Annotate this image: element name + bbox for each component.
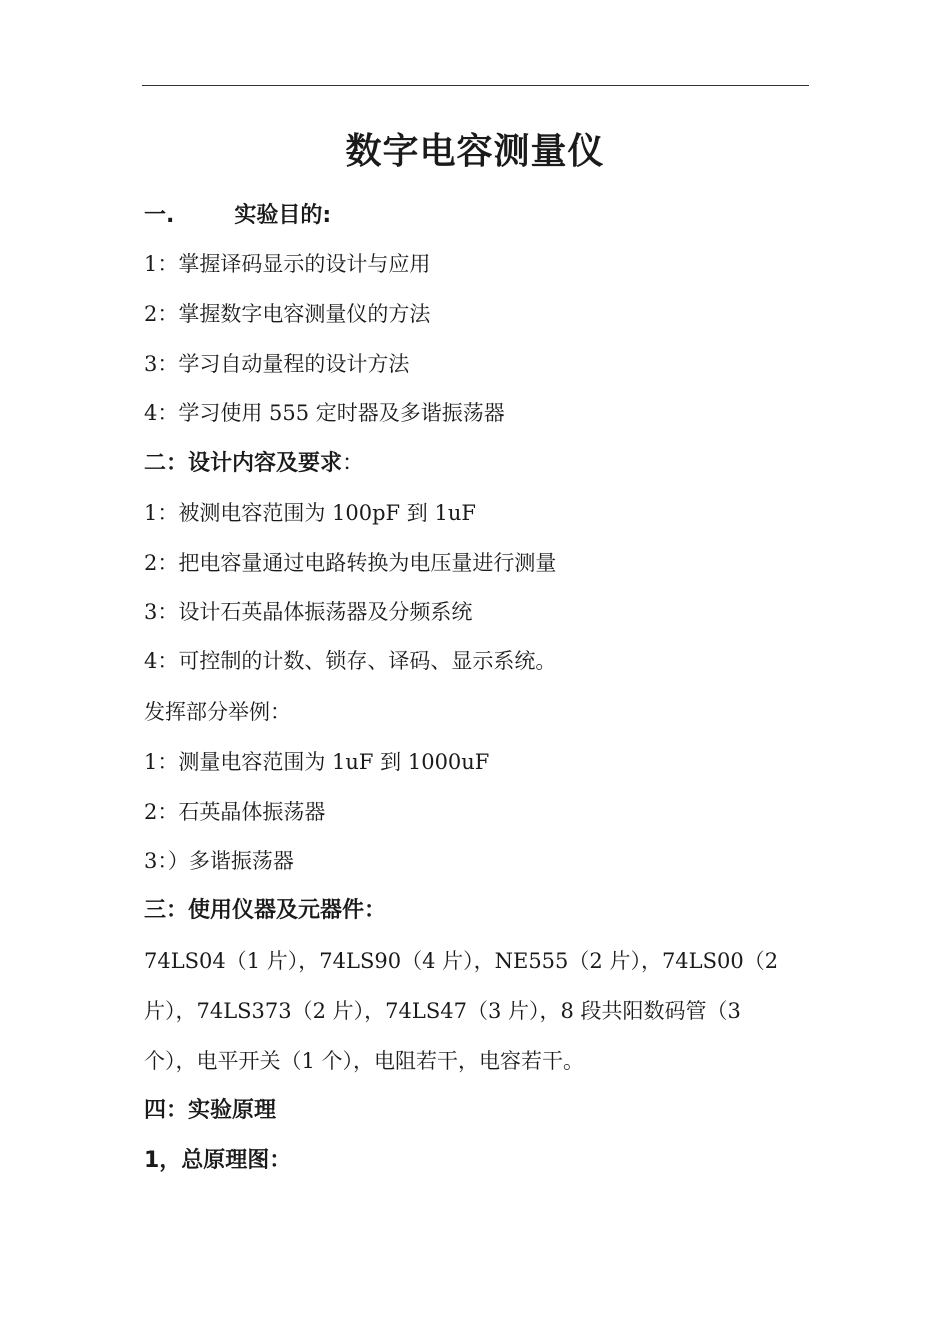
extra-item: 2：石英晶体振荡器 <box>144 800 326 824</box>
extra-section-heading: 发挥部分举例： <box>144 700 291 724</box>
header-rule <box>142 85 809 86</box>
component-list-line: 个），电平开关（1 个），电阻若干，电容若干。 <box>144 1049 585 1073</box>
section-2-heading <box>144 449 364 479</box>
section-1-item: 1：掌握译码显示的设计与应用 <box>144 252 431 276</box>
section-1-item: 2：掌握数字电容测量仪的方法 <box>144 302 431 326</box>
section-2-item: 1：被测电容范围为 100pF 到 1uF <box>144 501 476 525</box>
section-1-title: 实验目的: <box>234 203 332 228</box>
page-title: 数字电容测量仪 <box>345 131 605 172</box>
section-1-item: 3：学习自动量程的设计方法 <box>144 352 410 376</box>
section-1-number: 一. <box>144 203 175 228</box>
section-2-title-colon: ： <box>342 451 365 476</box>
section-4-heading: 四：实验原理 <box>144 1098 277 1123</box>
section-2-item: 2：把电容量通过电路转换为电压量进行测量 <box>144 551 557 575</box>
section-1-heading <box>144 201 331 231</box>
section-4-subheading: 1，总原理图： <box>144 1148 292 1173</box>
section-2-item: 3：设计石英晶体振荡器及分频系统 <box>144 600 473 624</box>
component-list-line: 74LS04（1 片），74LS90（4 片），NE555（2 片），74LS00（2 <box>144 949 779 973</box>
section-2-title: 二：设计内容及要求 <box>144 451 343 476</box>
section-3-heading: 三：使用仪器及元器件： <box>144 898 387 923</box>
component-list-line: 片），74LS373（2 片），74LS47（3 片），8 段共阳数码管（3 <box>144 999 741 1023</box>
section-1-item: 4：学习使用 555 定时器及多谐振荡器 <box>144 401 505 425</box>
extra-item: 1：测量电容范围为 1uF 到 1000uF <box>144 750 490 774</box>
extra-item: 3：）多谐振荡器 <box>144 849 294 873</box>
section-2-item: 4：可控制的计数、锁存、译码、显示系统。 <box>144 649 557 673</box>
